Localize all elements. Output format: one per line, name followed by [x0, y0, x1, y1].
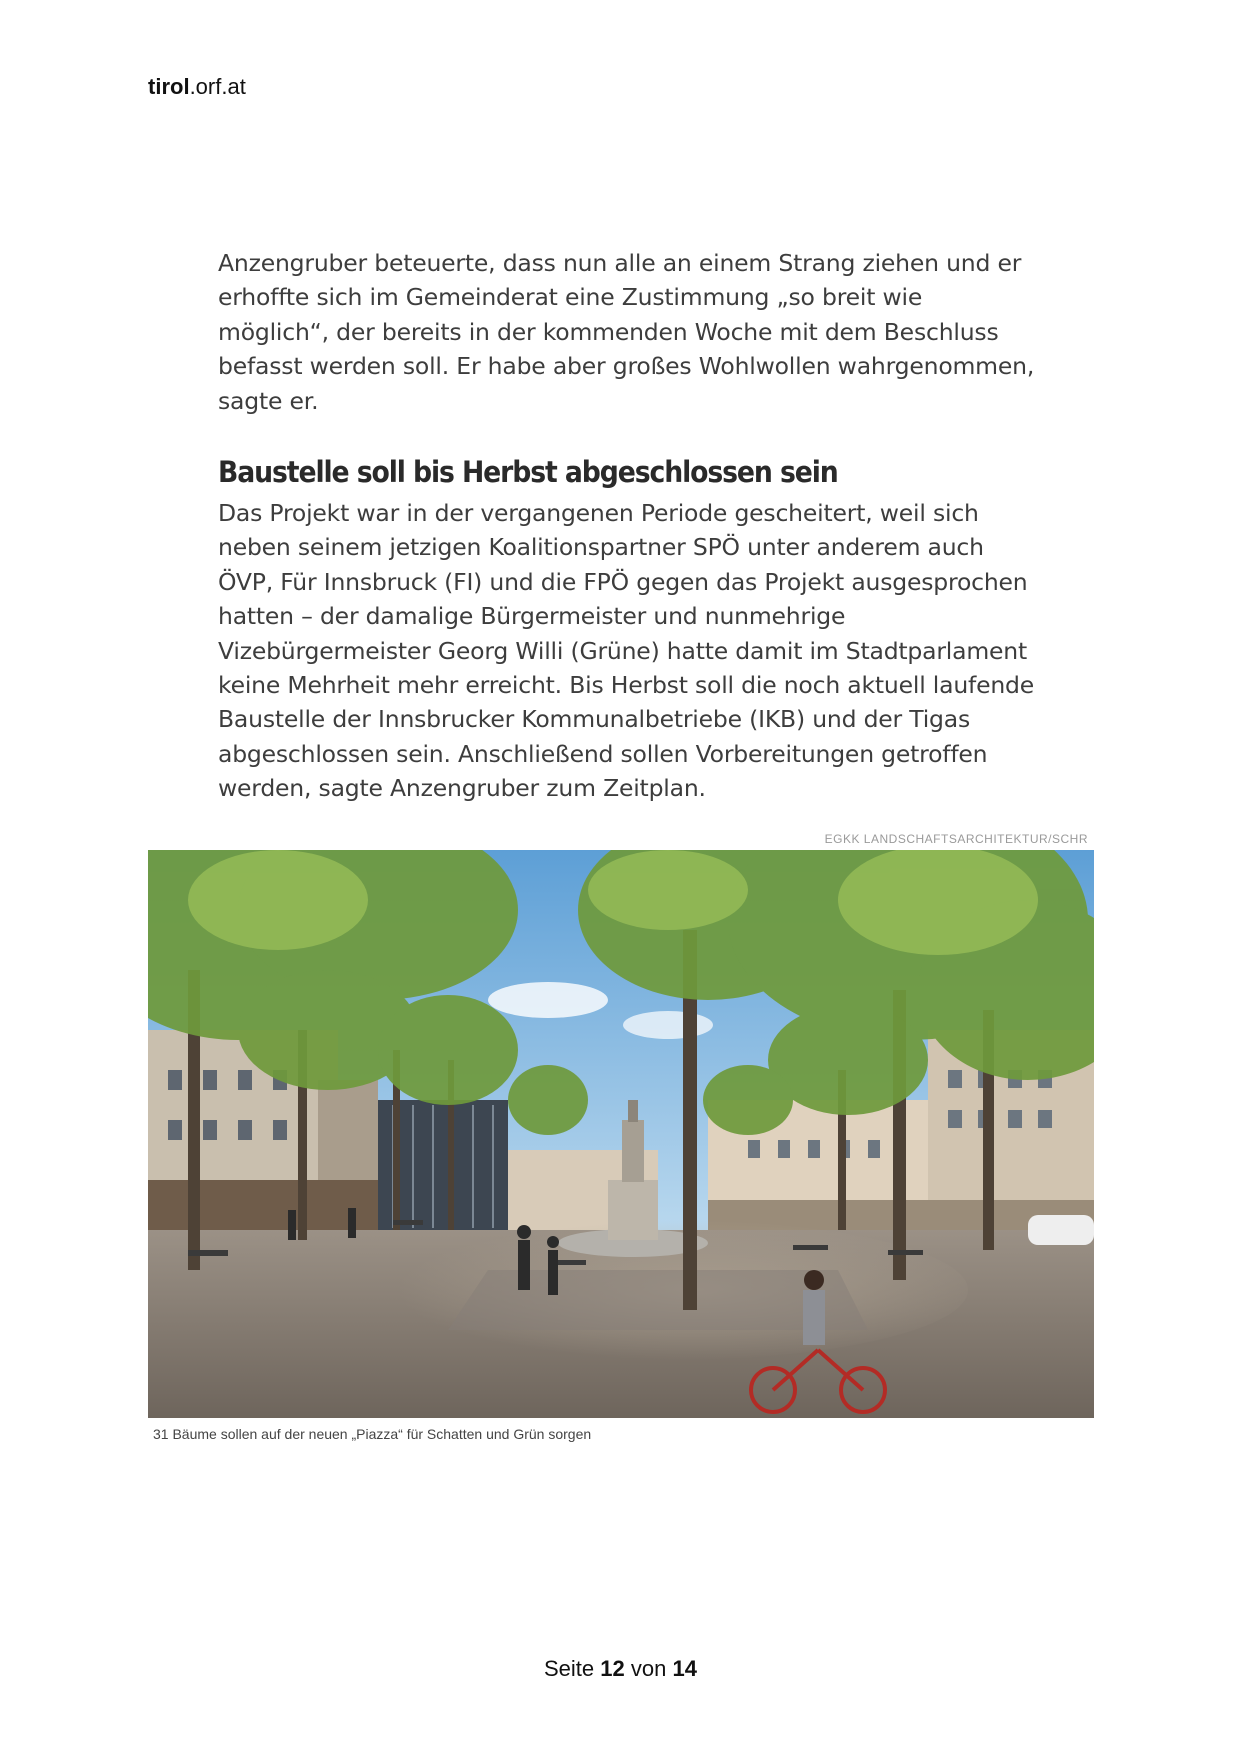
article-body	[218, 246, 1038, 806]
paragraph-projekt: Das Projekt war in der vergangenen Periode gescheitert, weil sich neben seinem jetzigen Koalitionspartner SPÖ unter anderem auch ÖVP, Für Innsbruck (FI) und die FPÖ gegen das Projekt ausgesprochen hatten – der damalige Bürgermeister und nunmehrige Vizebürgermeister Georg Willi (Grüne) hatte damit im Stadtparlament keine Mehrheit mehr erreicht. Bis Herbst soll die noch aktuell laufende Baustelle der Innsbrucker Kommunalbetriebe (IKB) und der Tigas abgeschlossen sein. Anschließend sollen Vorbereitungen getroffen werden, sagte Anzengruber zum Zeitplan.	[218, 499, 1035, 803]
photo-caption: 31 Bäume sollen auf der neuen „Piazza“ für Schatten und Grün sorgen	[153, 1426, 592, 1442]
page-number	[0, 1656, 1241, 1682]
article-figure	[148, 828, 1094, 1442]
page-of: von	[630, 1656, 667, 1681]
paragraph-anzengruber: Anzengruber beteuerte, dass nun alle an einem Strang ziehen und er erhoffte sich im Gemeinderat eine Zustimmung „so breit wie möglich“, der bereits in der kommenden Woche mit dem Beschluss befasst werden soll. Er habe aber großes Wohlwollen wahrgenommen, sagte er.	[218, 249, 1035, 415]
site-brand: tirol	[148, 74, 190, 99]
page-prefix: Seite	[544, 1656, 595, 1681]
page-total: 14	[672, 1656, 697, 1681]
page-current: 12	[600, 1656, 625, 1681]
section-heading: Baustelle soll bis Herbst abgeschlossen sein	[218, 455, 838, 490]
photo-credit: EGKK LANDSCHAFTSARCHITEKTUR/SCHR	[824, 832, 1088, 846]
piazza-rendering-image	[148, 850, 1094, 1418]
site-header	[148, 74, 246, 100]
site-domain: .orf.at	[189, 74, 246, 99]
